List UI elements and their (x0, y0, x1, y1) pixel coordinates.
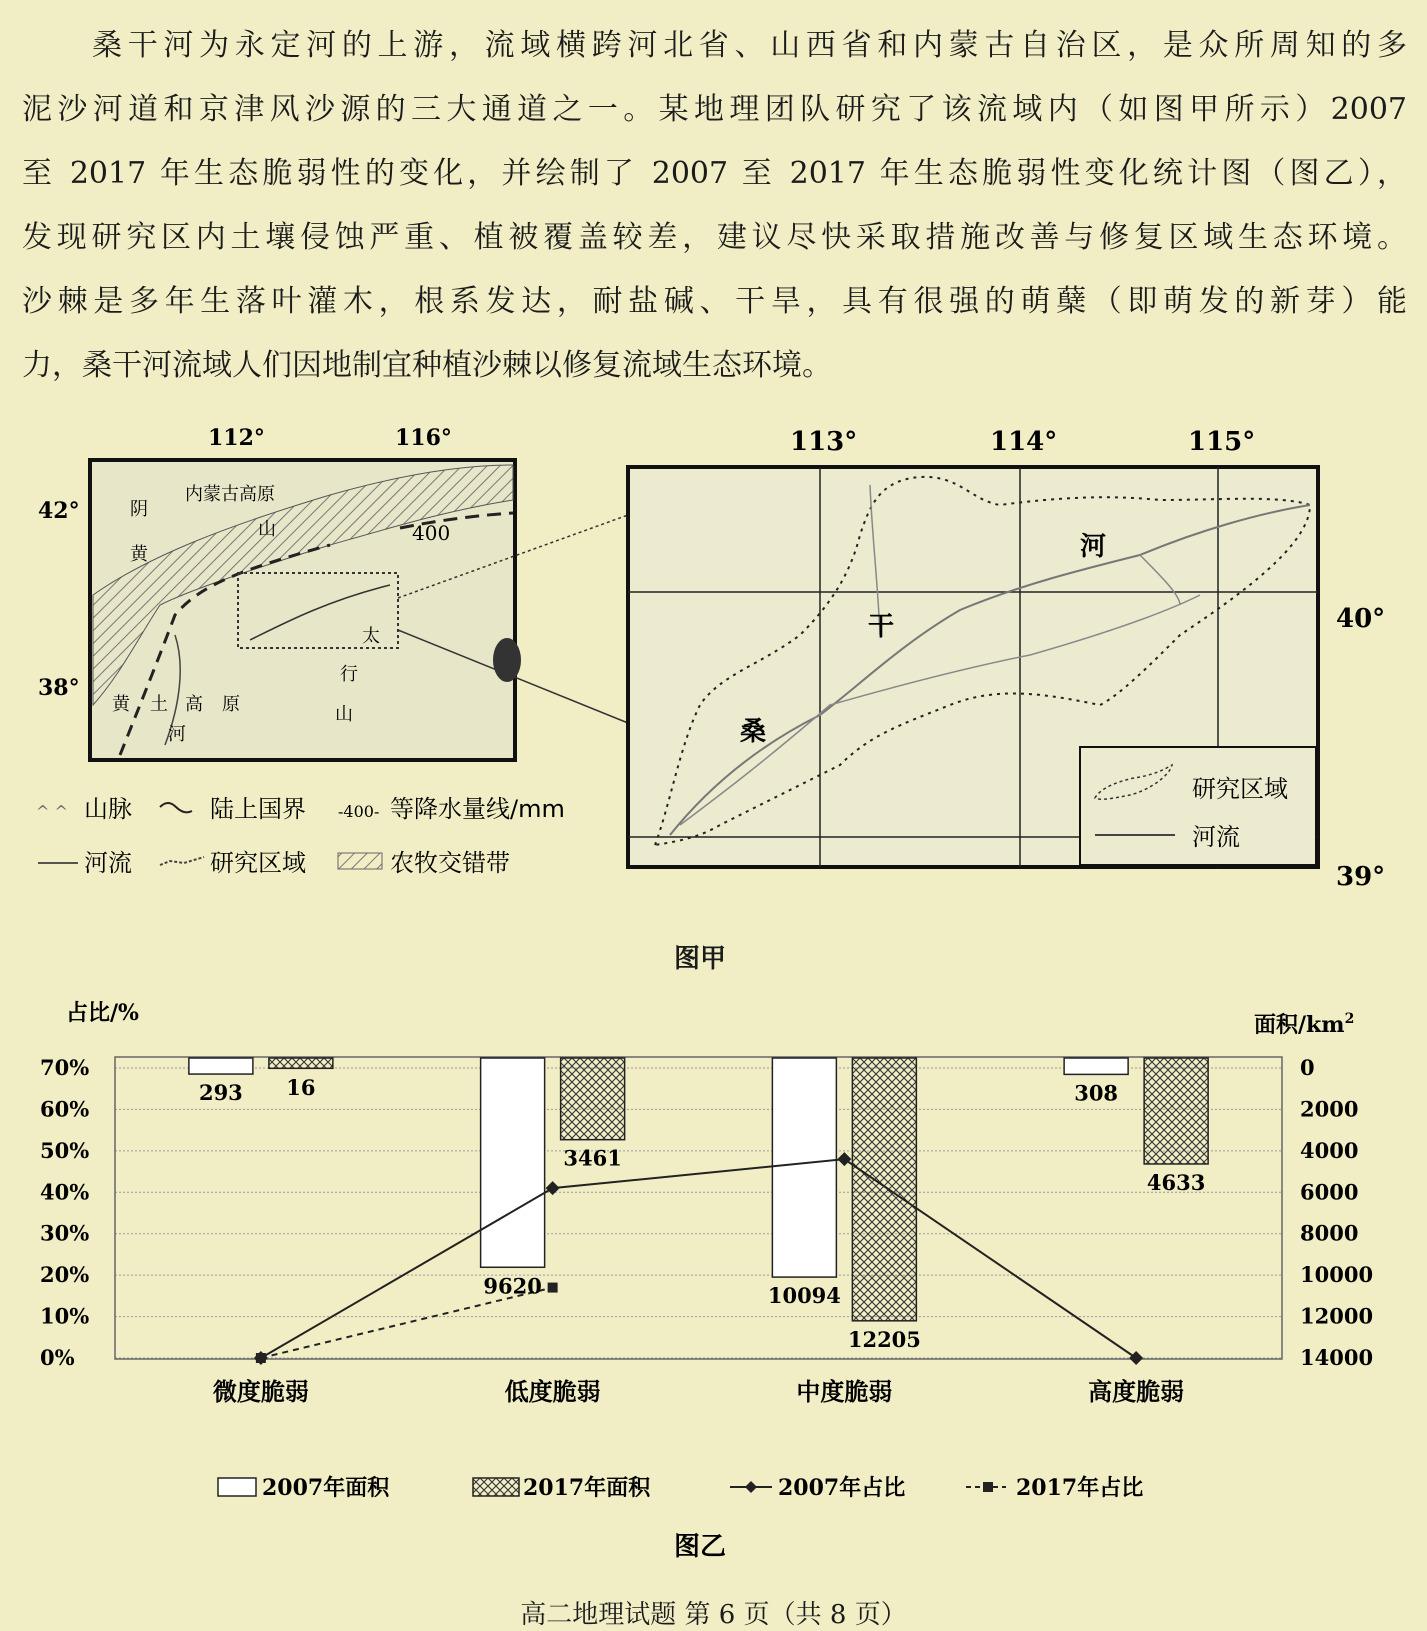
passage-line: 桑干河为永定河的上游，流域横跨河北省、山西省和内蒙古自治区，是众所周知的多 (92, 28, 1407, 63)
label-hang: 行 (340, 664, 358, 685)
line-2007-share (261, 1159, 1136, 1358)
bar-label-2017: 4633 (1146, 1169, 1206, 1195)
bar-labels (199, 1075, 1205, 1352)
label-shan: 山 (335, 704, 353, 725)
small-map-legend (36, 795, 565, 877)
large-legend-river: 河流 (1192, 823, 1240, 851)
left-axis-label: 占比/% (66, 1000, 139, 1026)
large-legend-study-area: 研究区域 (1192, 775, 1288, 803)
legend-river: 河流 (84, 849, 132, 877)
left-tick-label: 30% (40, 1220, 90, 1246)
category-label: 低度脆弱 (504, 1377, 601, 1406)
point-2007-share (546, 1181, 560, 1195)
lon-115: 115° (1188, 427, 1256, 457)
passage-line: 发现研究区内土壤侵蚀严重、植被覆盖较差，建议尽快采取措施改善与修复区域生态环境。 (22, 220, 1407, 255)
bar-2007-area (772, 1058, 836, 1277)
border-icon (160, 803, 192, 812)
mountain-icon: ^ ^ (36, 802, 68, 821)
lon-114: 114° (990, 427, 1058, 457)
legend-study-area: 研究区域 (210, 849, 306, 877)
right-axis-ticks (1300, 1055, 1373, 1370)
label-tai: 太 (362, 626, 380, 647)
chart-legend (218, 1475, 1143, 1501)
ecotone-icon (338, 853, 382, 869)
large-map (628, 427, 1385, 892)
chart-title: 图乙 (674, 1532, 727, 1562)
small-map (38, 425, 521, 760)
legend-2017-share: 2017年占比 (1016, 1475, 1144, 1501)
bar-label-2007: 308 (1074, 1080, 1119, 1106)
right-tick-label: 4000 (1300, 1137, 1359, 1163)
label-yin: 阴 (130, 499, 148, 520)
page-footer: 高二地理试题 第 6 页（共 8 页） (520, 1600, 907, 1630)
bar-label-2007: 293 (198, 1080, 243, 1106)
right-tick-label: 14000 (1300, 1345, 1374, 1370)
point-2017-share (256, 1353, 266, 1363)
lat-38: 38° (38, 675, 80, 701)
right-tick-label: 12000 (1300, 1303, 1374, 1329)
legend-2017-area: 2017年面积 (523, 1475, 651, 1501)
label-he: 河 (168, 724, 186, 745)
category-label: 微度脆弱 (212, 1377, 309, 1406)
right-tick-label: 6000 (1300, 1179, 1359, 1205)
square-marker-icon (983, 1482, 993, 1492)
left-tick-label: 60% (40, 1096, 90, 1122)
bar-label-2017: 16 (286, 1075, 316, 1100)
passage-line: 至 2017 年生态脆弱性的变化，并绘制了 2007 至 2017 年生态脆弱性变化统计图（图乙）， (22, 156, 1407, 191)
study-area-icon (160, 857, 204, 865)
lat-42: 42° (38, 498, 80, 524)
label-loess-1: 黄 (112, 694, 130, 715)
label-huang: 黄 (130, 544, 148, 565)
legend-2007-area: 2007年面积 (262, 1475, 390, 1501)
bar-label-2017: 3461 (563, 1145, 622, 1171)
legend-swatch-2017-area (473, 1478, 519, 1496)
figure-a-maps (0, 405, 1427, 925)
legend-isohyet-sample: -400- (338, 802, 380, 821)
label-mongolia-plateau: 内蒙古高原 (185, 484, 275, 505)
point-2007-share (837, 1152, 851, 1166)
passage-line: 泥沙河道和京津风沙源的三大通道之一。某地理团队研究了该流域内（如图甲所示）2007 (22, 92, 1407, 127)
river-char-he: 河 (1080, 532, 1107, 562)
bar-2017-area (561, 1058, 625, 1140)
bars (189, 1058, 1208, 1321)
left-tick-label: 70% (40, 1055, 90, 1080)
lat-39: 39° (1336, 862, 1386, 892)
label-loess-4: 原 (222, 694, 240, 715)
right-tick-label: 10000 (1300, 1262, 1374, 1288)
right-tick-label: 2000 (1300, 1096, 1359, 1122)
diamond-marker-icon (745, 1481, 757, 1493)
river-char-sang: 桑 (740, 717, 767, 747)
river-char-gan: 干 (868, 612, 895, 642)
series-lines (254, 1152, 1143, 1365)
left-tick-label: 10% (40, 1303, 90, 1329)
passage-line: 力，桑干河流域人们因地制宜种植沙棘以修复流域生态环境。 (22, 348, 832, 383)
right-axis-label: 面积$/km^2$ (1254, 1011, 1355, 1038)
bar-label-2007: 10094 (767, 1283, 841, 1309)
right-tick-label: 0 (1300, 1055, 1315, 1080)
left-tick-label: 0% (40, 1345, 75, 1370)
lon-113: 113° (790, 427, 858, 457)
category-labels (213, 1377, 1184, 1406)
bar-2017-area (1144, 1058, 1208, 1164)
point-2017-share (548, 1283, 558, 1293)
label-yin-shan: 山 (258, 519, 276, 540)
label-isoline-400: 400 (412, 521, 451, 545)
legend-border: 陆上国界 (210, 795, 306, 823)
point-2007-share (1129, 1351, 1143, 1365)
legend-mountain: 山脉 (84, 795, 132, 823)
legend-isohyet: 等降水量线/mm (390, 795, 565, 823)
lat-40: 40° (1336, 604, 1386, 634)
left-tick-label: 40% (40, 1179, 90, 1205)
legend-swatch-2007-area (218, 1478, 256, 1496)
bar-2007-area (1064, 1058, 1128, 1074)
category-label: 中度脆弱 (796, 1377, 893, 1406)
legend-ecotone: 农牧交错带 (390, 849, 510, 877)
bar-label-2007: 9620 (483, 1273, 542, 1299)
left-tick-label: 20% (40, 1262, 90, 1288)
label-loess-2: 土 (150, 694, 168, 715)
right-tick-label: 8000 (1300, 1220, 1359, 1246)
bar-2017-area (852, 1058, 916, 1321)
passage (22, 14, 1407, 398)
left-tick-label: 50% (40, 1137, 90, 1163)
figure-b-chart (0, 990, 1427, 1570)
bar-2017-area (269, 1058, 333, 1068)
left-axis-ticks (40, 1055, 89, 1370)
bar-2007-area (481, 1058, 545, 1267)
legend-2007-share: 2007年占比 (778, 1475, 906, 1501)
chart-gridlines (115, 1068, 1282, 1358)
passage-line: 沙棘是多年生落叶灌木，根系发达，耐盐碱、干旱，具有很强的萌蘖（即萌发的新芽）能 (22, 284, 1407, 319)
category-label: 高度脆弱 (1088, 1377, 1185, 1406)
lon-116: 116° (395, 425, 452, 451)
lon-112: 112° (208, 425, 265, 451)
figure-a-caption: 图甲 (674, 944, 727, 974)
label-loess-3: 高 (185, 694, 203, 715)
bar-label-2017: 12205 (847, 1326, 921, 1352)
bar-2007-area (189, 1058, 253, 1074)
